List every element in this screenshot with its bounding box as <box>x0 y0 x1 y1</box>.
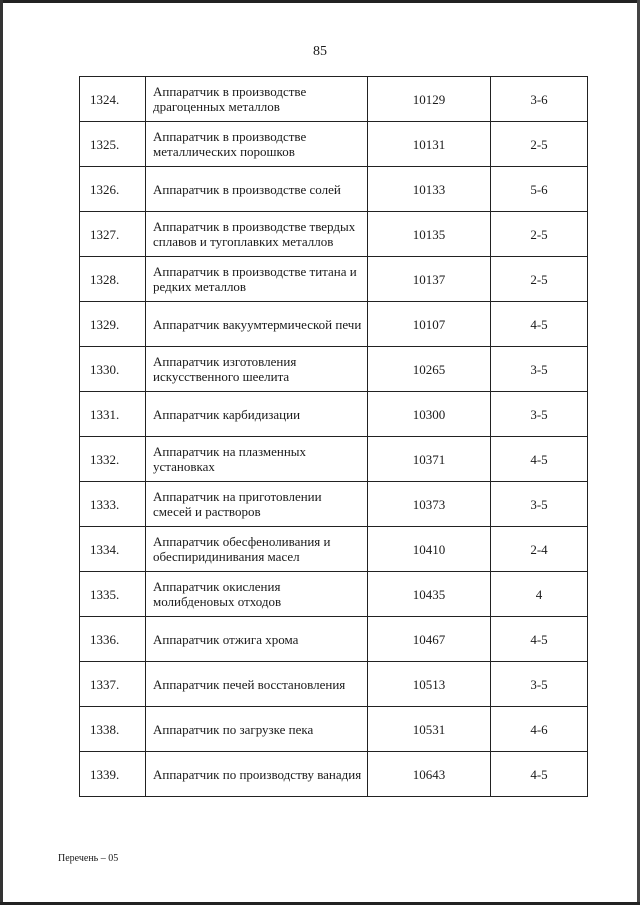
grade-range: 4-5 <box>491 617 588 662</box>
row-number: 1333. <box>80 482 146 527</box>
occupation-code: 10133 <box>368 167 491 212</box>
occupation-title: Аппаратчик печей восстановления <box>146 662 368 707</box>
scan-edge-left <box>0 0 3 905</box>
row-number: 1338. <box>80 707 146 752</box>
grade-range: 2-5 <box>491 122 588 167</box>
occupation-code: 10373 <box>368 482 491 527</box>
grade-range: 3-5 <box>491 482 588 527</box>
grade-range: 4-5 <box>491 302 588 347</box>
occupation-title: Аппаратчик по загрузке пека <box>146 707 368 752</box>
table-row <box>80 212 588 257</box>
table-row <box>80 572 588 617</box>
grade-range: 2-5 <box>491 257 588 302</box>
grade-range: 4-5 <box>491 437 588 482</box>
occupation-code: 10467 <box>368 617 491 662</box>
occupation-title: Аппаратчик на приготовлении смесей и растворов <box>146 482 368 527</box>
occupation-title: Аппаратчик в производстве драгоценных металлов <box>146 77 368 122</box>
row-number: 1334. <box>80 527 146 572</box>
grade-range: 3-6 <box>491 77 588 122</box>
occupation-code: 10435 <box>368 572 491 617</box>
grade-range: 3-5 <box>491 347 588 392</box>
table-row <box>80 302 588 347</box>
table-row <box>80 527 588 572</box>
occupations-table <box>79 76 588 797</box>
row-number: 1328. <box>80 257 146 302</box>
occupation-code: 10129 <box>368 77 491 122</box>
table-row <box>80 482 588 527</box>
row-number: 1329. <box>80 302 146 347</box>
occupation-code: 10513 <box>368 662 491 707</box>
table-row <box>80 617 588 662</box>
row-number: 1335. <box>80 572 146 617</box>
grade-range: 4 <box>491 572 588 617</box>
occupation-title: Аппаратчик карбидизации <box>146 392 368 437</box>
footer-note: Перечень – 05 <box>58 853 119 864</box>
occupation-code: 10410 <box>368 527 491 572</box>
table-row <box>80 392 588 437</box>
occupation-code: 10300 <box>368 392 491 437</box>
table-row <box>80 662 588 707</box>
grade-range: 5-6 <box>491 167 588 212</box>
occupations-table-body <box>80 77 588 797</box>
occupation-code: 10131 <box>368 122 491 167</box>
occupation-code: 10265 <box>368 347 491 392</box>
occupation-title: Аппаратчик обесфеноливания и обеспиридинивания масел <box>146 527 368 572</box>
table-row <box>80 122 588 167</box>
occupation-title: Аппаратчик на плазменных установках <box>146 437 368 482</box>
occupation-code: 10137 <box>368 257 491 302</box>
occupation-code: 10531 <box>368 707 491 752</box>
grade-range: 2-5 <box>491 212 588 257</box>
scan-edge-top <box>0 0 640 3</box>
grade-range: 2-4 <box>491 527 588 572</box>
row-number: 1330. <box>80 347 146 392</box>
row-number: 1324. <box>80 77 146 122</box>
occupation-code: 10107 <box>368 302 491 347</box>
row-number: 1332. <box>80 437 146 482</box>
occupation-title: Аппаратчик изготовления искусственного шеелита <box>146 347 368 392</box>
row-number: 1327. <box>80 212 146 257</box>
occupation-code: 10643 <box>368 752 491 797</box>
table-row <box>80 752 588 797</box>
occupation-title: Аппаратчик отжига хрома <box>146 617 368 662</box>
table-row <box>80 257 588 302</box>
occupation-title: Аппаратчик окисления молибденовых отходов <box>146 572 368 617</box>
row-number: 1331. <box>80 392 146 437</box>
row-number: 1336. <box>80 617 146 662</box>
occupation-title: Аппаратчик по производству ванадия <box>146 752 368 797</box>
table-row <box>80 347 588 392</box>
grade-range: 3-5 <box>491 662 588 707</box>
row-number: 1325. <box>80 122 146 167</box>
table-row <box>80 707 588 752</box>
row-number: 1339. <box>80 752 146 797</box>
table-row <box>80 77 588 122</box>
grade-range: 4-5 <box>491 752 588 797</box>
table-row <box>80 167 588 212</box>
grade-range: 4-6 <box>491 707 588 752</box>
occupation-title: Аппаратчик в производстве твердых сплавов и тугоплавких металлов <box>146 212 368 257</box>
occupation-code: 10135 <box>368 212 491 257</box>
row-number: 1326. <box>80 167 146 212</box>
occupation-title: Аппаратчик в производстве титана и редких металлов <box>146 257 368 302</box>
row-number: 1337. <box>80 662 146 707</box>
occupation-code: 10371 <box>368 437 491 482</box>
occupation-title: Аппаратчик в производстве солей <box>146 167 368 212</box>
table-row <box>80 437 588 482</box>
occupation-title: Аппаратчик вакуумтермической печи <box>146 302 368 347</box>
grade-range: 3-5 <box>491 392 588 437</box>
occupation-title: Аппаратчик в производстве металлических порошков <box>146 122 368 167</box>
page-number: 85 <box>313 44 327 59</box>
